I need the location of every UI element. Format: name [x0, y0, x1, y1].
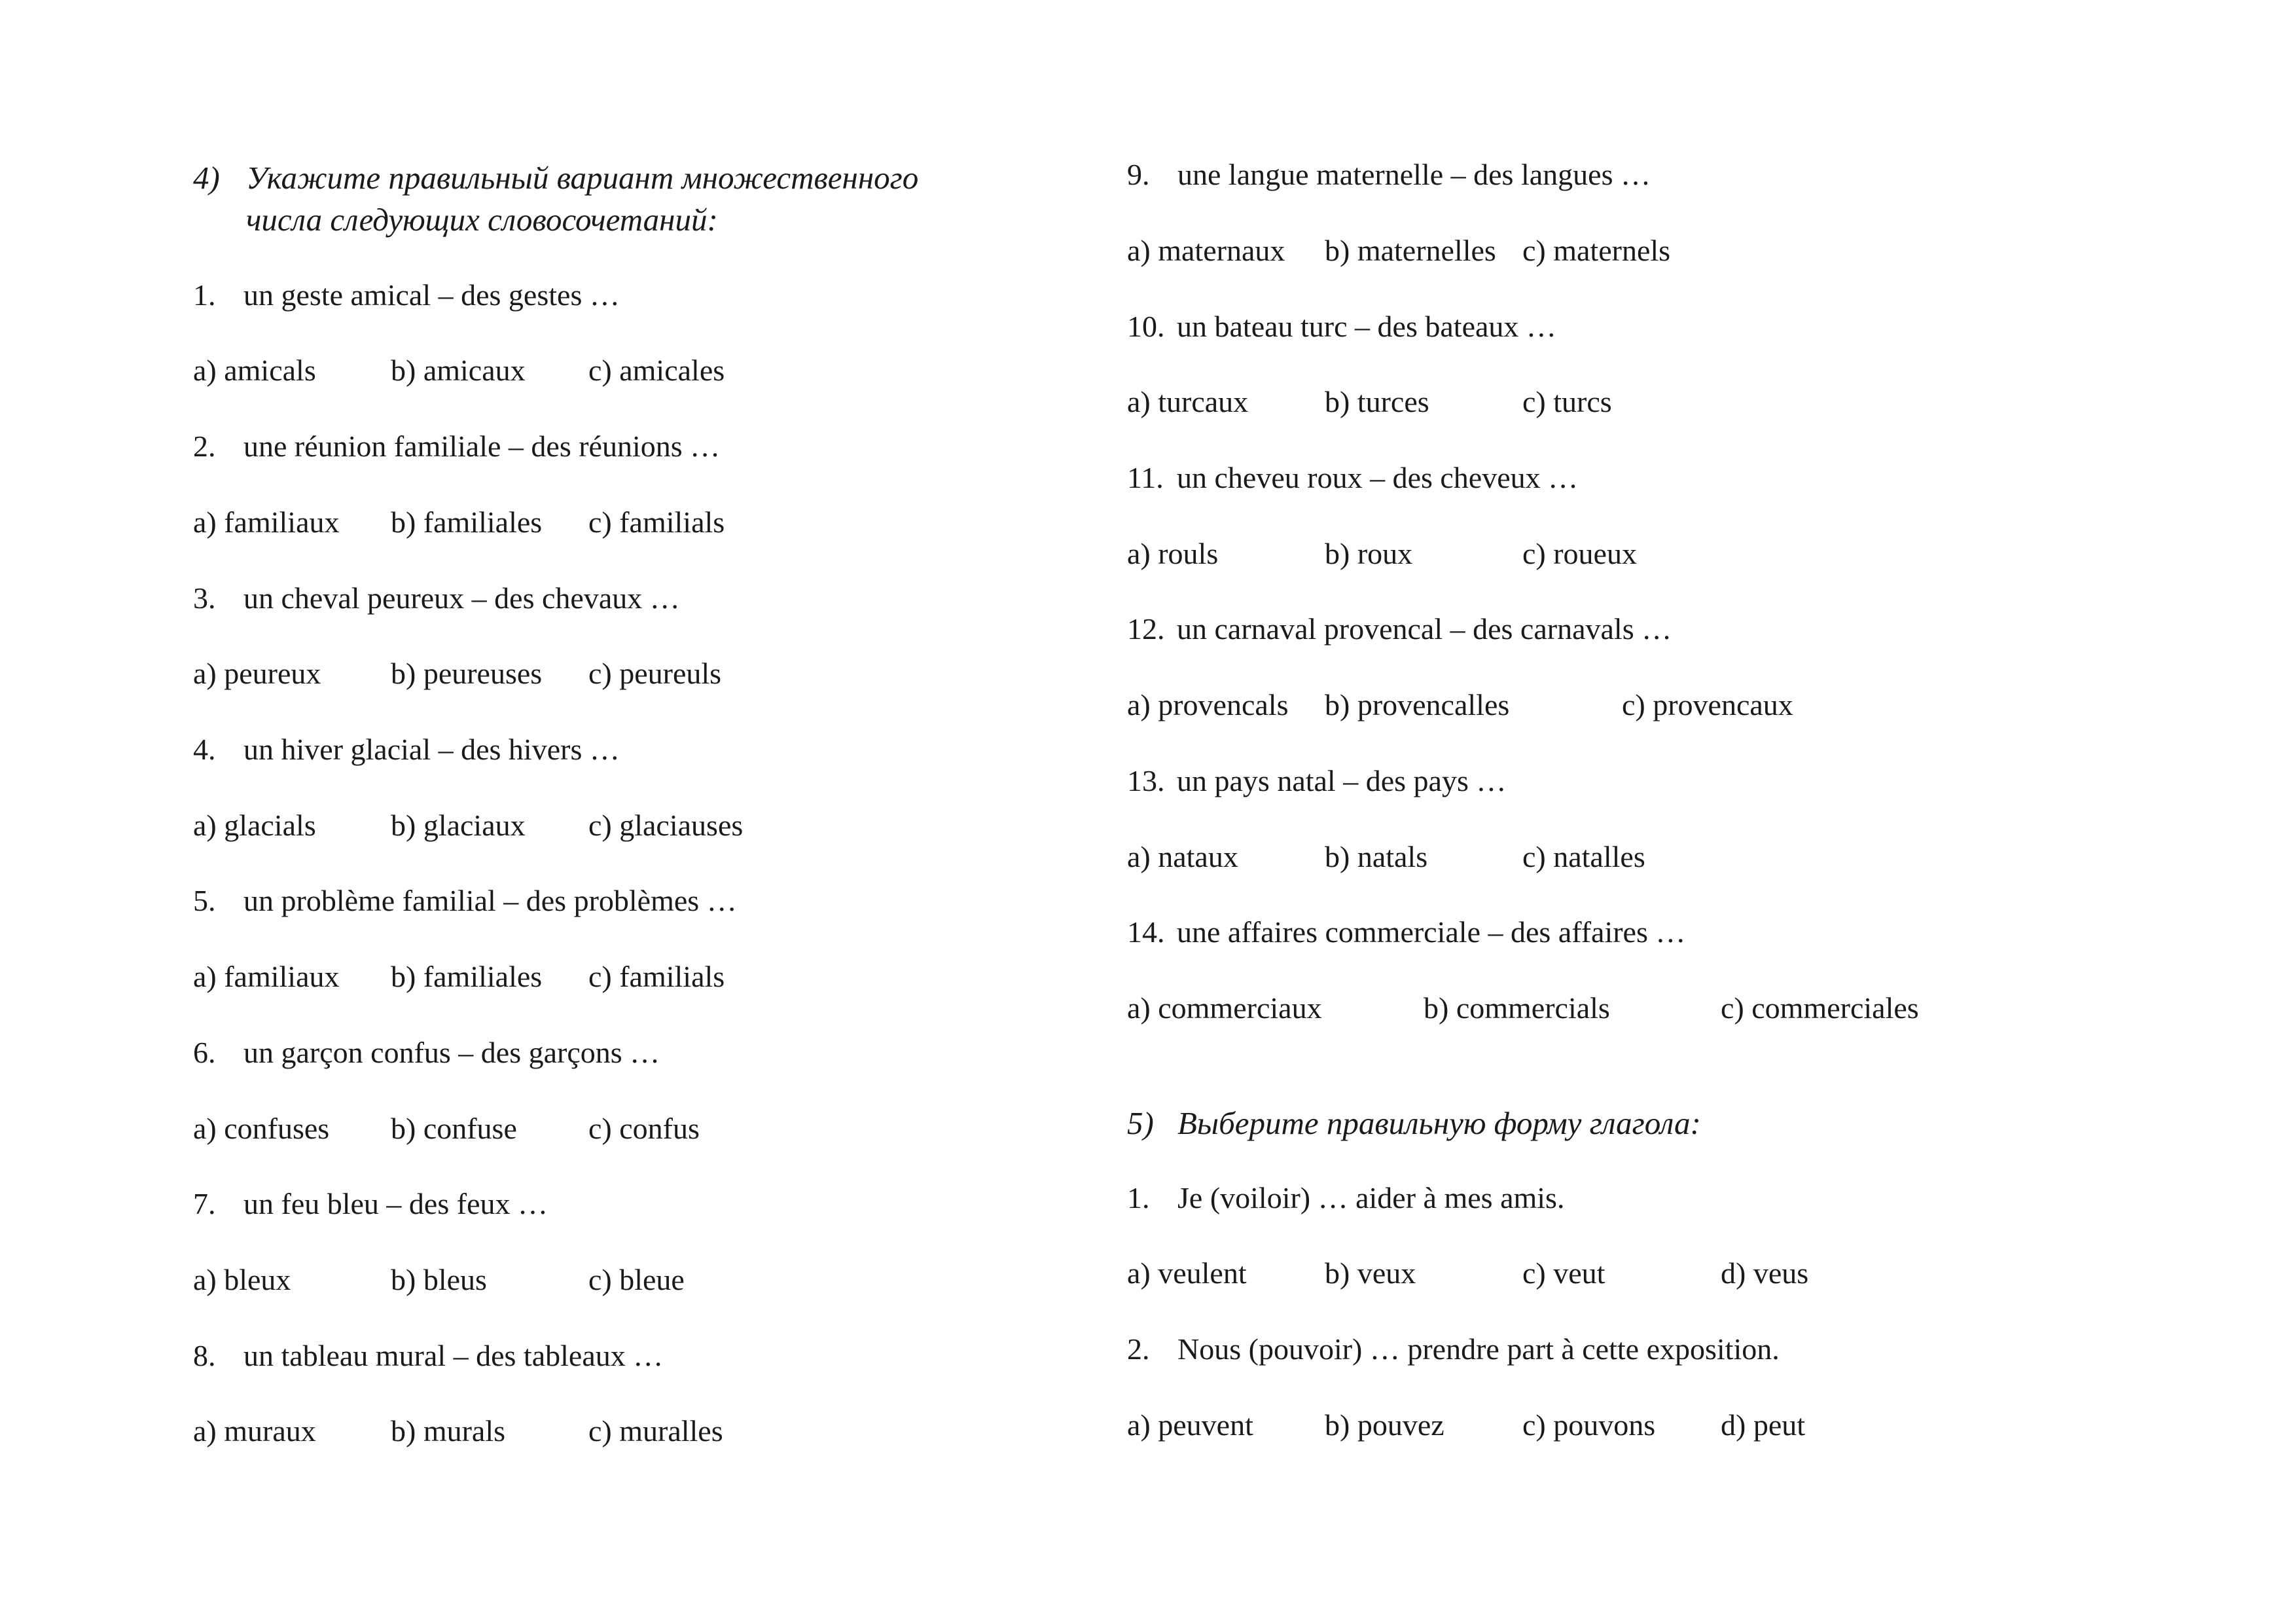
q2-option-a[interactable]: a) familiaux — [193, 505, 340, 539]
q3-option-c[interactable]: c) peureuls — [588, 657, 722, 690]
q2-option-c[interactable]: c) familials — [588, 505, 725, 539]
q3-option-a[interactable]: a) peureux — [193, 657, 321, 690]
v1-option-a[interactable]: a) veulent — [1127, 1256, 1247, 1290]
question-3 — [193, 583, 680, 613]
question-text: une langue maternelle – des langues … — [1177, 158, 1651, 191]
exercise5-number: 5) — [1127, 1105, 1154, 1141]
q1-option-c[interactable]: c) amicales — [588, 354, 725, 387]
q10-option-b[interactable]: b) turces — [1325, 385, 1429, 418]
q5-option-a[interactable]: a) familiaux — [193, 960, 340, 993]
q13-option-b[interactable]: b) natals — [1325, 840, 1428, 873]
question-number: 7. — [193, 1187, 216, 1220]
q4-option-a[interactable]: a) glacials — [193, 809, 316, 842]
exercise4-heading — [193, 162, 918, 194]
verb-question-1 — [1127, 1183, 1564, 1213]
question-number: 2. — [1127, 1332, 1150, 1366]
question-number: 10. — [1127, 310, 1165, 343]
question-text: un tableau mural – des tableaux … — [243, 1339, 664, 1372]
q13-option-a[interactable]: a) nataux — [1127, 840, 1238, 873]
q8-option-c[interactable]: c) muralles — [588, 1414, 723, 1448]
question-2 — [193, 431, 720, 462]
q3-option-b[interactable]: b) peureuses — [391, 657, 543, 690]
verb-question-2 — [1127, 1334, 1780, 1364]
question-text: Je (voiloir) … aider à mes amis. — [1177, 1181, 1565, 1214]
question-11 — [1127, 463, 1578, 493]
question-text: un garçon confus – des garçons … — [243, 1036, 660, 1069]
question-number: 1. — [193, 278, 216, 312]
q4-option-c[interactable]: c) glaciauses — [588, 809, 744, 842]
q2-option-b[interactable]: b) familiales — [391, 505, 543, 539]
q11-option-b[interactable]: b) roux — [1325, 537, 1413, 570]
q12-option-c[interactable]: c) provencaux — [1622, 688, 1793, 721]
q1-option-b[interactable]: b) amicaux — [391, 354, 526, 387]
question-text: un bateau turc – des bateaux … — [1177, 310, 1556, 343]
q1-option-a[interactable]: a) amicals — [193, 354, 316, 387]
question-number: 2. — [193, 429, 216, 463]
question-14 — [1127, 917, 1685, 947]
question-number: 13. — [1127, 764, 1165, 797]
q12-option-b[interactable]: b) provencalles — [1325, 688, 1510, 721]
question-9 — [1127, 160, 1651, 190]
question-10 — [1127, 312, 1556, 342]
exercise5-heading — [1127, 1107, 1701, 1139]
question-text: une réunion familiale – des réunions … — [243, 429, 721, 463]
question-text: un cheveu roux – des cheveux … — [1177, 461, 1579, 494]
question-number: 11. — [1127, 461, 1164, 494]
question-number: 8. — [193, 1339, 216, 1372]
q9-option-c[interactable]: c) maternels — [1522, 234, 1671, 267]
q9-option-b[interactable]: b) maternelles — [1325, 234, 1496, 267]
question-number: 3. — [193, 581, 216, 615]
question-number: 5. — [193, 884, 216, 917]
question-text: un cheval peureux – des chevaux … — [243, 581, 680, 615]
q10-option-a[interactable]: a) turcaux — [1127, 385, 1249, 418]
question-7 — [193, 1189, 548, 1219]
question-text: un pays natal – des pays … — [1177, 764, 1507, 797]
q8-option-b[interactable]: b) murals — [391, 1414, 506, 1448]
exercise5-title: Выберите правильную форму глагола: — [1177, 1105, 1701, 1141]
q14-option-c[interactable]: c) commerciales — [1721, 991, 1919, 1025]
question-text: un feu bleu – des feux … — [243, 1187, 548, 1220]
v2-option-d[interactable]: d) peut — [1721, 1408, 1806, 1442]
q7-option-b[interactable]: b) bleus — [391, 1263, 487, 1296]
question-text: un hiver glacial – des hivers … — [243, 733, 620, 766]
question-number: 14. — [1127, 915, 1165, 949]
exercise4-title-line2: числа следующих словосочетаний: — [246, 202, 718, 238]
question-text: Nous (pouvoir) … prendre part à cette exposition. — [1177, 1332, 1780, 1366]
question-number: 6. — [193, 1036, 216, 1069]
exercise4-number: 4) — [193, 160, 220, 196]
question-8 — [193, 1341, 663, 1371]
q14-option-b[interactable]: b) commercials — [1424, 991, 1610, 1025]
q7-option-c[interactable]: c) bleue — [588, 1263, 685, 1296]
v1-option-d[interactable]: d) veus — [1721, 1256, 1809, 1290]
q6-option-b[interactable]: b) confuse — [391, 1112, 517, 1145]
exercise4-title-line1: Укажите правильный вариант множественного — [246, 160, 919, 196]
question-text: une affaires commerciale – des affaires … — [1177, 915, 1686, 949]
q5-option-c[interactable]: c) familials — [588, 960, 725, 993]
question-text: un carnaval provencal – des carnavals … — [1177, 612, 1672, 646]
question-6 — [193, 1038, 660, 1068]
q13-option-c[interactable]: c) natalles — [1522, 840, 1645, 873]
question-13 — [1127, 766, 1506, 796]
question-number: 9. — [1127, 158, 1150, 191]
question-text: un geste amical – des gestes … — [243, 278, 620, 312]
question-5 — [193, 886, 737, 916]
question-12 — [1127, 614, 1672, 644]
q8-option-a[interactable]: a) muraux — [193, 1414, 316, 1448]
v1-option-c[interactable]: c) veut — [1522, 1256, 1605, 1290]
v1-option-b[interactable]: b) veux — [1325, 1256, 1416, 1290]
question-4 — [193, 735, 620, 765]
question-number: 4. — [193, 733, 216, 766]
q6-option-c[interactable]: c) confus — [588, 1112, 700, 1145]
q4-option-b[interactable]: b) glaciaux — [391, 809, 526, 842]
q7-option-a[interactable]: a) bleux — [193, 1263, 291, 1296]
q5-option-b[interactable]: b) familiales — [391, 960, 543, 993]
v2-option-c[interactable]: c) pouvons — [1522, 1408, 1656, 1442]
question-number: 12. — [1127, 612, 1165, 646]
question-1 — [193, 280, 620, 310]
q12-option-a[interactable]: a) provencals — [1127, 688, 1289, 721]
q10-option-c[interactable]: c) turcs — [1522, 385, 1612, 418]
q6-option-a[interactable]: a) confuses — [193, 1112, 330, 1145]
q14-option-a[interactable]: a) commerciaux — [1127, 991, 1322, 1025]
q11-option-c[interactable]: c) roueux — [1522, 537, 1637, 570]
q11-option-a[interactable]: a) rouls — [1127, 537, 1219, 570]
q9-option-a[interactable]: a) maternaux — [1127, 234, 1285, 267]
v2-option-b[interactable]: b) pouvez — [1325, 1408, 1444, 1442]
question-text: un problème familial – des problèmes … — [243, 884, 737, 917]
question-number: 1. — [1127, 1181, 1150, 1214]
v2-option-a[interactable]: a) peuvent — [1127, 1408, 1253, 1442]
